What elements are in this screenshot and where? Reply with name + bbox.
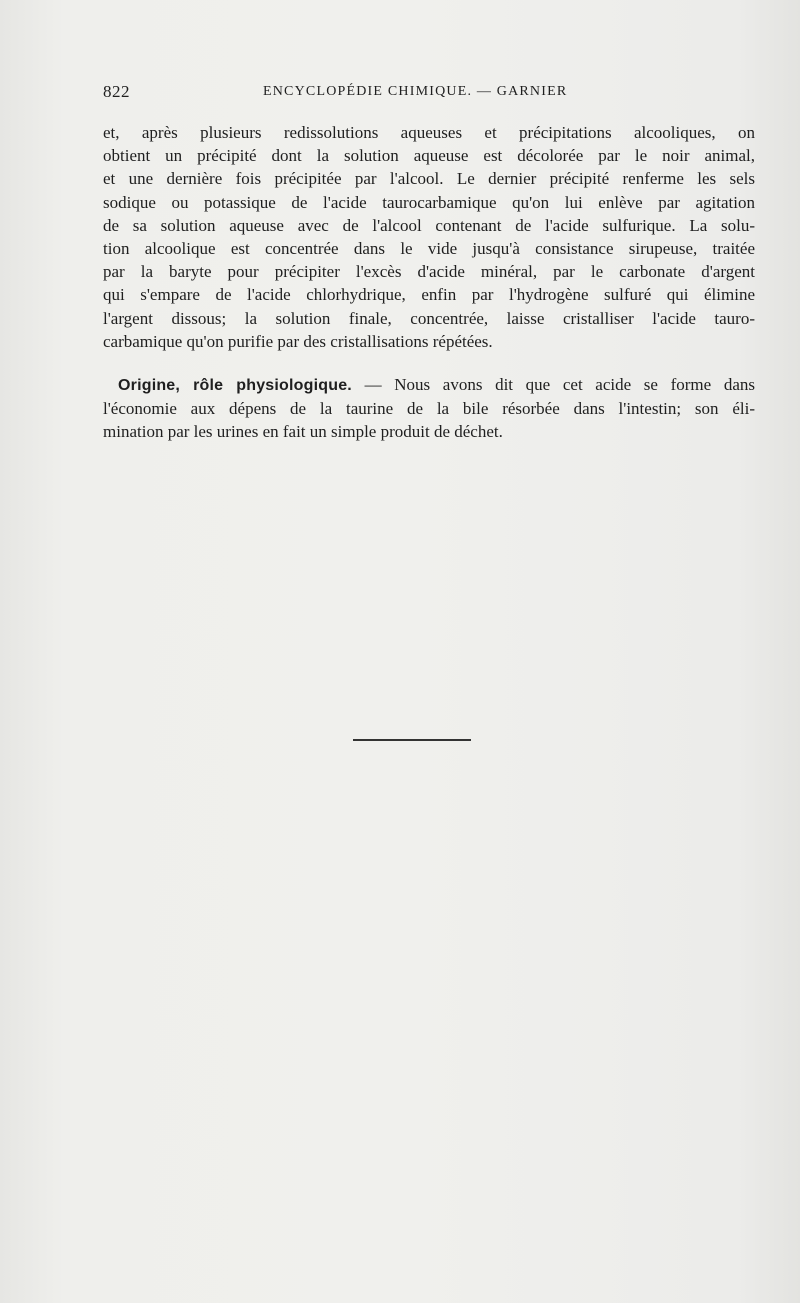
- section-first-line-text: — Nous avons dit que cet acide se forme dans: [351, 375, 755, 394]
- paragraph-line: obtient un précipité dont la solution aqueuse est décolorée par le noir animal,: [103, 146, 755, 166]
- paragraph-line: tion alcoolique est concentrée dans le vide jusqu'à consistance sirupeuse, traitée: [103, 239, 755, 259]
- paragraph-line: de sa solution aqueuse avec de l'alcool contenant de l'acide sulfurique. La solu-: [103, 215, 755, 235]
- section-line: l'économie aux dépens de la taurine de la bile résorbée dans l'intestin; son éli-: [103, 399, 755, 419]
- page-number: 822: [103, 82, 130, 101]
- paragraph-1: [103, 121, 755, 353]
- paragraph-line: et une dernière fois précipitée par l'alcool. Le dernier précipité renferme les sels: [103, 169, 755, 189]
- section-line: mination par les urines en fait un simple produit de déchet.: [103, 422, 503, 442]
- section-first-line: [103, 373, 755, 397]
- paragraph-line: carbamique qu'on purifie par des cristallisations répétées.: [103, 331, 493, 351]
- paragraph-line: qui s'empare de l'acide chlorhydrique, enfin par l'hydrogène sulfuré qui élimine: [103, 285, 755, 305]
- end-rule: [353, 739, 471, 741]
- page-header: [103, 82, 703, 106]
- paragraph-line: et, après plusieurs redissolutions aqueuses et précipitations alcooliques, on: [103, 123, 755, 142]
- paragraph-line: l'argent dissous; la solution finale, concentrée, laisse cristalliser l'acide tauro-: [103, 308, 755, 328]
- section-heading: Origine, rôle physiologique.: [118, 377, 352, 394]
- section-origine: [103, 373, 755, 444]
- running-head: ENCYCLOPÉDIE CHIMIQUE. — GARNIER: [263, 84, 568, 99]
- paragraph-line: sodique ou potassique de l'acide taurocarbamique qu'on lui enlève par agitation: [103, 192, 755, 212]
- paragraph-line: par la baryte pour précipiter l'excès d'acide minéral, par le carbonate d'argent: [103, 262, 755, 282]
